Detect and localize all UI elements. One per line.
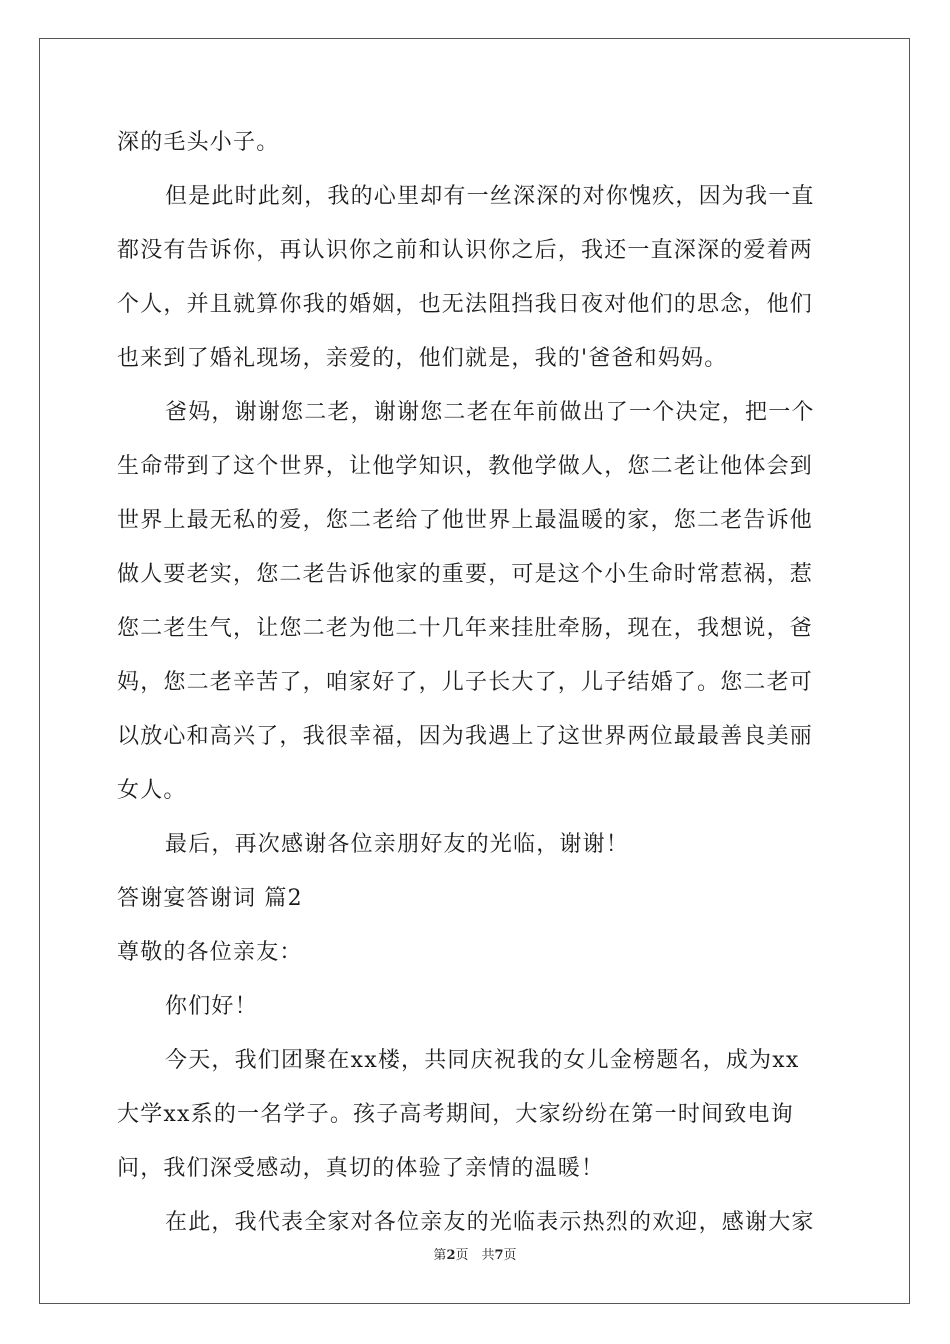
text-line: 以放心和高兴了，我很幸福，因为我遇上了这世界两位最最善良美丽 bbox=[117, 724, 814, 749]
text-line: 做人要老实，您二老告诉他家的重要，可是这个小生命时常惹祸，惹 bbox=[117, 562, 814, 587]
text-line: 最后，再次感谢各位亲朋好友的光临，谢谢！ bbox=[165, 832, 630, 857]
page-current: 2 bbox=[446, 1248, 456, 1263]
text-line: 大学xx系的一名学子。孩子高考期间，大家纷纷在第一时间致电询 bbox=[117, 1102, 794, 1127]
text-line: 也来到了婚礼现场，亲爱的，他们就是，我的'爸爸和妈妈。 bbox=[117, 346, 728, 371]
greeting: 你们好！ bbox=[165, 994, 258, 1019]
text-line: 但是此时此刻，我的心里却有一丝深深的对你愧疚，因为我一直 bbox=[165, 184, 815, 209]
text-line: 妈，您二老辛苦了，咱家好了，儿子长大了，儿子结婚了。您二老可 bbox=[117, 670, 814, 695]
page-footer bbox=[0, 1247, 950, 1265]
text-line: 您二老生气，让您二老为他二十几年来挂肚牵肠，现在，我想说，爸 bbox=[117, 616, 814, 641]
text-line: 生命带到了这个世界，让他学知识，教他学做人，您二老让他体会到 bbox=[117, 454, 814, 479]
page-number-suffix: 页 bbox=[503, 1248, 517, 1263]
text-line: 世界上最无私的爱，您二老给了他世界上最温暖的家，您二老告诉他 bbox=[117, 508, 814, 533]
text-line: 深的毛头小子。 bbox=[117, 130, 280, 155]
text-line: 问，我们深受感动，真切的体验了亲情的温暖！ bbox=[117, 1156, 605, 1181]
text-line: 女人。 bbox=[117, 778, 187, 803]
page-number-prefix: 第 bbox=[433, 1248, 447, 1263]
page-number-mid: 页 共 bbox=[455, 1248, 495, 1263]
text-line: 在此，我代表全家对各位亲友的光临表示热烈的欢迎，感谢大家 bbox=[165, 1210, 815, 1235]
text-line: 个人，并且就算你我的婚姻，也无法阻挡我日夜对他们的思念，他们 bbox=[117, 292, 814, 317]
section-heading: 答谢宴答谢词 篇2 bbox=[117, 886, 303, 911]
text-line: 爸妈，谢谢您二老，谢谢您二老在年前做出了一个决定，把一个 bbox=[165, 400, 815, 425]
page-total: 7 bbox=[494, 1248, 504, 1263]
salutation: 尊敬的各位亲友： bbox=[117, 940, 303, 965]
text-line: 都没有告诉你，再认识你之前和认识你之后，我还一直深深的爱着两 bbox=[117, 238, 814, 263]
text-line: 今天，我们团聚在xx楼，共同庆祝我的女儿金榜题名，成为xx bbox=[165, 1048, 800, 1073]
